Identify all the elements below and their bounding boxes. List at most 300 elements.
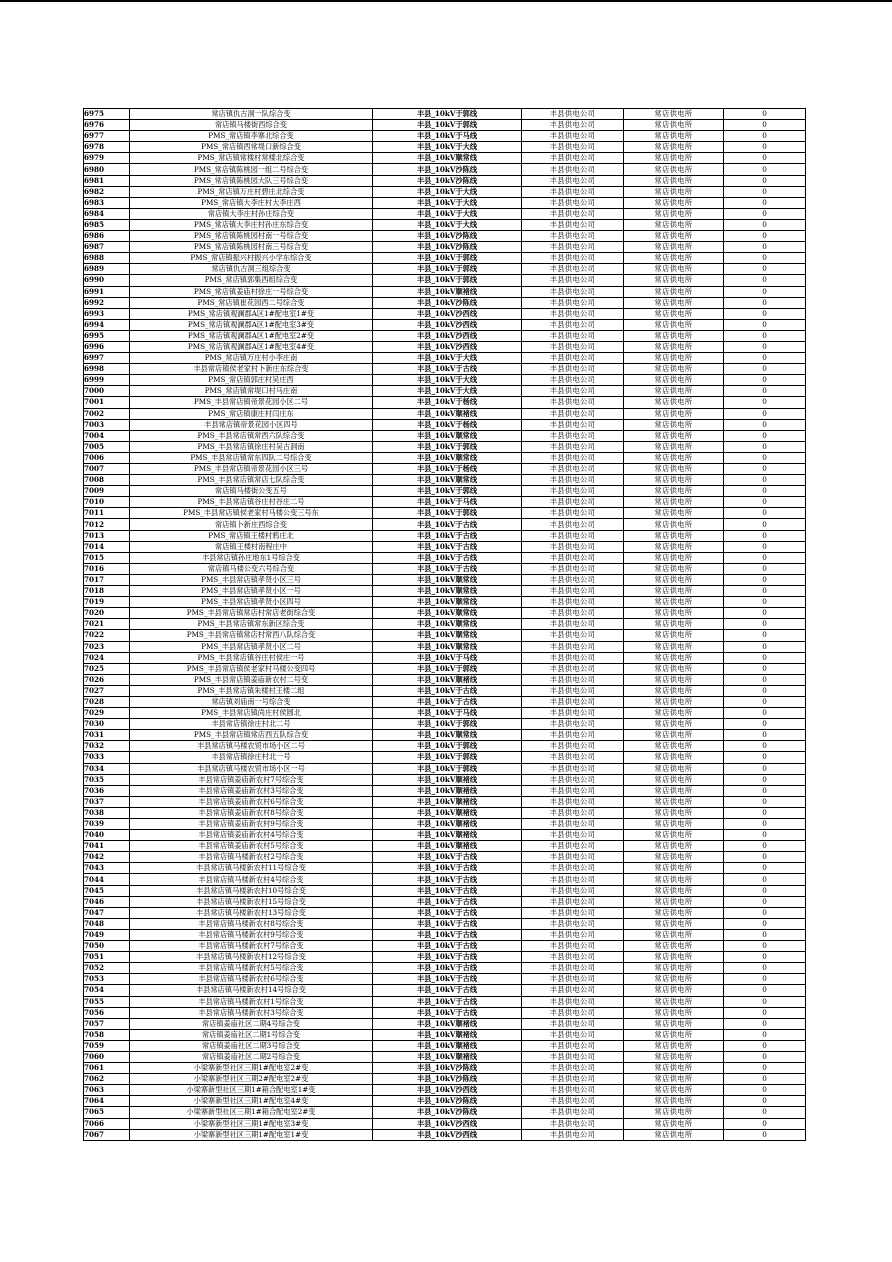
company-cell: 丰县供电公司 xyxy=(522,164,624,175)
transformer-name-cell: PMS_常店镇观澜郡A区1#配电室3#变 xyxy=(130,319,373,330)
company-cell: 丰县供电公司 xyxy=(522,785,624,796)
table-row xyxy=(84,486,806,497)
transformer-name-cell: PMS_常店镇西常堤口新综合变 xyxy=(130,142,373,153)
transformer-name-cell: 丰县常店镇马楼新农村12号综合变 xyxy=(130,952,373,963)
station-cell: 常店供电所 xyxy=(624,841,724,852)
transformer-name-cell: 丰县常店镇马楼新农村15号综合变 xyxy=(130,896,373,907)
value-cell: 0 xyxy=(724,253,806,264)
table-row xyxy=(84,275,806,286)
company-cell: 丰县供电公司 xyxy=(522,674,624,685)
feeder-line-cell: 丰县_10kV于杨线 xyxy=(373,464,522,475)
row-id-cell: 7029 xyxy=(84,708,130,719)
company-cell: 丰县供电公司 xyxy=(522,830,624,841)
value-cell: 0 xyxy=(724,1074,806,1085)
station-cell: 常店供电所 xyxy=(624,985,724,996)
value-cell: 0 xyxy=(724,1029,806,1040)
value-cell: 0 xyxy=(724,541,806,552)
table-row xyxy=(84,708,806,719)
feeder-line-cell: 丰县_10kV于古线 xyxy=(373,541,522,552)
transformer-name-cell: PMS_常店镇李寨北综合变 xyxy=(130,131,373,142)
value-cell: 0 xyxy=(724,696,806,707)
table-row xyxy=(84,419,806,430)
table-row xyxy=(84,1018,806,1029)
transformer-name-cell: 小梁寨新型社区三期1#配电室1#变 xyxy=(130,1129,373,1140)
company-cell: 丰县供电公司 xyxy=(522,264,624,275)
transformer-name-cell: 小梁寨新型社区三期1#配电室2#变 xyxy=(130,1063,373,1074)
row-id-cell: 6995 xyxy=(84,330,130,341)
station-cell: 常店供电所 xyxy=(624,1118,724,1129)
value-cell: 0 xyxy=(724,1118,806,1129)
table-row xyxy=(84,330,806,341)
company-cell: 丰县供电公司 xyxy=(522,219,624,230)
station-cell: 常店供电所 xyxy=(624,763,724,774)
table-row xyxy=(84,763,806,774)
feeder-line-cell: 丰县_10kV于大线 xyxy=(373,197,522,208)
company-cell: 丰县供电公司 xyxy=(522,608,624,619)
feeder-line-cell: 丰县_10kV于古线 xyxy=(373,996,522,1007)
feeder-line-cell: 丰县_10kV沙陈线 xyxy=(373,175,522,186)
feeder-line-cell: 丰县_10kV于大线 xyxy=(373,353,522,364)
table-row xyxy=(84,819,806,830)
feeder-line-cell: 丰县_10kV于大线 xyxy=(373,386,522,397)
value-cell: 0 xyxy=(724,353,806,364)
row-id-cell: 6993 xyxy=(84,308,130,319)
table-row xyxy=(84,253,806,264)
value-cell: 0 xyxy=(724,852,806,863)
feeder-line-cell: 丰县_10kV顺常线 xyxy=(373,597,522,608)
transformer-name-cell: 常店镇马楼街公变五号 xyxy=(130,486,373,497)
value-cell: 0 xyxy=(724,941,806,952)
row-id-cell: 7010 xyxy=(84,497,130,508)
company-cell: 丰县供电公司 xyxy=(522,286,624,297)
station-cell: 常店供电所 xyxy=(624,819,724,830)
transformer-name-cell: 小梁寨新型社区三期1#箱合配电室1#变 xyxy=(130,1085,373,1096)
table-row xyxy=(84,952,806,963)
table-row xyxy=(84,441,806,452)
transformer-name-cell: 丰县常店镇姜庙新农村3号综合变 xyxy=(130,785,373,796)
value-cell: 0 xyxy=(724,508,806,519)
transformer-name-cell: PMS_常店镇郭庄村吴庄西 xyxy=(130,375,373,386)
transformer-name-cell: 小梁寨新型社区三期1#配电室4#变 xyxy=(130,1096,373,1107)
table-row xyxy=(84,963,806,974)
value-cell: 0 xyxy=(724,1018,806,1029)
company-cell: 丰县供电公司 xyxy=(522,907,624,918)
table-row xyxy=(84,974,806,985)
row-id-cell: 7001 xyxy=(84,397,130,408)
value-cell: 0 xyxy=(724,297,806,308)
row-id-cell: 6977 xyxy=(84,131,130,142)
company-cell: 丰县供电公司 xyxy=(522,741,624,752)
company-cell: 丰县供电公司 xyxy=(522,419,624,430)
transformer-name-cell: 常店镇王楼村南程庄中 xyxy=(130,541,373,552)
transformer-name-cell: 丰县常店镇马楼新农村13号综合变 xyxy=(130,907,373,918)
station-cell: 常店供电所 xyxy=(624,186,724,197)
feeder-line-cell: 丰县_10kV沙陈线 xyxy=(373,1096,522,1107)
station-cell: 常店供电所 xyxy=(624,131,724,142)
station-cell: 常店供电所 xyxy=(624,896,724,907)
company-cell: 丰县供电公司 xyxy=(522,353,624,364)
value-cell: 0 xyxy=(724,719,806,730)
table-row xyxy=(84,308,806,319)
table-row xyxy=(84,297,806,308)
transformer-name-cell: PMS_常店镇陈桃园村南三号综合变 xyxy=(130,242,373,253)
transformer-name-cell: 常店镇姜庙社区二期3号综合变 xyxy=(130,1040,373,1051)
feeder-line-cell: 丰县_10kV顺褚线 xyxy=(373,286,522,297)
row-id-cell: 7033 xyxy=(84,752,130,763)
row-id-cell: 6980 xyxy=(84,164,130,175)
feeder-line-cell: 丰县_10kV顺常线 xyxy=(373,153,522,164)
value-cell: 0 xyxy=(724,286,806,297)
station-cell: 常店供电所 xyxy=(624,741,724,752)
station-cell: 常店供电所 xyxy=(624,641,724,652)
feeder-line-cell: 丰县_10kV于古线 xyxy=(373,530,522,541)
company-cell: 丰县供电公司 xyxy=(522,563,624,574)
station-cell: 常店供电所 xyxy=(624,475,724,486)
company-cell: 丰县供电公司 xyxy=(522,497,624,508)
row-id-cell: 7026 xyxy=(84,674,130,685)
row-id-cell: 7052 xyxy=(84,963,130,974)
value-cell: 0 xyxy=(724,630,806,641)
table-row xyxy=(84,941,806,952)
table-row xyxy=(84,874,806,885)
value-cell: 0 xyxy=(724,164,806,175)
feeder-line-cell: 丰县_10kV于古线 xyxy=(373,952,522,963)
row-id-cell: 7065 xyxy=(84,1107,130,1118)
station-cell: 常店供电所 xyxy=(624,663,724,674)
company-cell: 丰县供电公司 xyxy=(522,708,624,719)
table-row xyxy=(84,186,806,197)
value-cell: 0 xyxy=(724,1040,806,1051)
company-cell: 丰县供电公司 xyxy=(522,1063,624,1074)
company-cell: 丰县供电公司 xyxy=(522,774,624,785)
transformer-name-cell: PMS_丰县常店镇孝贤小区二号 xyxy=(130,641,373,652)
table-row xyxy=(84,619,806,630)
row-id-cell: 7034 xyxy=(84,763,130,774)
transformer-name-cell: PMS_丰县常店镇朱楼村王楼二组 xyxy=(130,685,373,696)
company-cell: 丰县供电公司 xyxy=(522,963,624,974)
station-cell: 常店供电所 xyxy=(624,1007,724,1018)
transformer-name-cell: PMS_常店镇常堤口村马庄南 xyxy=(130,386,373,397)
transformer-name-cell: 丰县常店镇马楼新农村6号综合变 xyxy=(130,974,373,985)
company-cell: 丰县供电公司 xyxy=(522,1085,624,1096)
feeder-line-cell: 丰县_10kV顺褚线 xyxy=(373,1018,522,1029)
station-cell: 常店供电所 xyxy=(624,330,724,341)
feeder-line-cell: 丰县_10kV于古线 xyxy=(373,974,522,985)
feeder-line-cell: 丰县_10kV于古线 xyxy=(373,985,522,996)
row-id-cell: 7067 xyxy=(84,1129,130,1140)
company-cell: 丰县供电公司 xyxy=(522,852,624,863)
station-cell: 常店供电所 xyxy=(624,863,724,874)
transformer-name-cell: 常店镇仇古洞一队综合变 xyxy=(130,109,373,120)
company-cell: 丰县供电公司 xyxy=(522,941,624,952)
company-cell: 丰县供电公司 xyxy=(522,142,624,153)
row-id-cell: 6994 xyxy=(84,319,130,330)
station-cell: 常店供电所 xyxy=(624,1085,724,1096)
transformer-name-cell: PMS_常店镇观澜郡A区1#配电室2#变 xyxy=(130,330,373,341)
company-cell: 丰县供电公司 xyxy=(522,1040,624,1051)
table-row xyxy=(84,1085,806,1096)
table-row xyxy=(84,120,806,131)
feeder-line-cell: 丰县_10kV沙西线 xyxy=(373,319,522,330)
table-row xyxy=(84,131,806,142)
table-row xyxy=(84,1007,806,1018)
row-id-cell: 7057 xyxy=(84,1018,130,1029)
value-cell: 0 xyxy=(724,375,806,386)
table-row xyxy=(84,586,806,597)
value-cell: 0 xyxy=(724,441,806,452)
row-id-cell: 7066 xyxy=(84,1118,130,1129)
transformer-name-cell: 小梁寨新型社区三期1#箱合配电室2#变 xyxy=(130,1107,373,1118)
feeder-line-cell: 丰县_10kV顺褚线 xyxy=(373,774,522,785)
transformer-name-cell: 丰县常店镇姜庙新农村8号综合变 xyxy=(130,807,373,818)
transformer-name-cell: 丰县常店镇徐庄村北二号 xyxy=(130,719,373,730)
feeder-line-cell: 丰县_10kV于郭线 xyxy=(373,275,522,286)
feeder-line-cell: 丰县_10kV沙西线 xyxy=(373,1129,522,1140)
value-cell: 0 xyxy=(724,1051,806,1062)
value-cell: 0 xyxy=(724,308,806,319)
company-cell: 丰县供电公司 xyxy=(522,330,624,341)
company-cell: 丰县供电公司 xyxy=(522,1118,624,1129)
feeder-line-cell: 丰县_10kV顺常线 xyxy=(373,619,522,630)
station-cell: 常店供电所 xyxy=(624,952,724,963)
station-cell: 常店供电所 xyxy=(624,1063,724,1074)
company-cell: 丰县供电公司 xyxy=(522,319,624,330)
table-row xyxy=(84,353,806,364)
transformer-name-cell: 丰县常店镇马楼新农村11号综合变 xyxy=(130,863,373,874)
company-cell: 丰县供电公司 xyxy=(522,763,624,774)
value-cell: 0 xyxy=(724,819,806,830)
table-row xyxy=(84,807,806,818)
station-cell: 常店供电所 xyxy=(624,341,724,352)
station-cell: 常店供电所 xyxy=(624,652,724,663)
value-cell: 0 xyxy=(724,641,806,652)
table-row xyxy=(84,918,806,929)
station-cell: 常店供电所 xyxy=(624,752,724,763)
value-cell: 0 xyxy=(724,885,806,896)
station-cell: 常店供电所 xyxy=(624,918,724,929)
feeder-line-cell: 丰县_10kV顺常线 xyxy=(373,452,522,463)
table-row xyxy=(84,597,806,608)
table-row xyxy=(84,674,806,685)
transformer-name-cell: 常店镇刘庙南一号综合变 xyxy=(130,696,373,707)
value-cell: 0 xyxy=(724,763,806,774)
value-cell: 0 xyxy=(724,275,806,286)
company-cell: 丰县供电公司 xyxy=(522,952,624,963)
feeder-line-cell: 丰县_10kV沙陈线 xyxy=(373,242,522,253)
company-cell: 丰县供电公司 xyxy=(522,541,624,552)
station-cell: 常店供电所 xyxy=(624,541,724,552)
feeder-line-cell: 丰县_10kV于古线 xyxy=(373,364,522,375)
table-row xyxy=(84,563,806,574)
value-cell: 0 xyxy=(724,841,806,852)
station-cell: 常店供电所 xyxy=(624,1096,724,1107)
row-id-cell: 6984 xyxy=(84,208,130,219)
row-id-cell: 6998 xyxy=(84,364,130,375)
row-id-cell: 7048 xyxy=(84,918,130,929)
station-cell: 常店供电所 xyxy=(624,929,724,940)
transformer-name-cell: 常店镇姜庙社区二期2号综合变 xyxy=(130,1051,373,1062)
row-id-cell: 7047 xyxy=(84,907,130,918)
table-row xyxy=(84,508,806,519)
station-cell: 常店供电所 xyxy=(624,552,724,563)
company-cell: 丰县供电公司 xyxy=(522,985,624,996)
table-row xyxy=(84,907,806,918)
table-row xyxy=(84,574,806,585)
row-id-cell: 7014 xyxy=(84,541,130,552)
station-cell: 常店供电所 xyxy=(624,297,724,308)
feeder-line-cell: 丰县_10kV于郭线 xyxy=(373,763,522,774)
station-cell: 常店供电所 xyxy=(624,530,724,541)
value-cell: 0 xyxy=(724,663,806,674)
feeder-line-cell: 丰县_10kV沙陈线 xyxy=(373,1107,522,1118)
row-id-cell: 7012 xyxy=(84,519,130,530)
transformer-name-cell: PMS_常店镇观澜郡A区1#配电室4#变 xyxy=(130,341,373,352)
feeder-line-cell: 丰县_10kV于大线 xyxy=(373,186,522,197)
company-cell: 丰县供电公司 xyxy=(522,441,624,452)
station-cell: 常店供电所 xyxy=(624,608,724,619)
feeder-line-cell: 丰县_10kV沙西线 xyxy=(373,341,522,352)
company-cell: 丰县供电公司 xyxy=(522,1007,624,1018)
table-row xyxy=(84,1029,806,1040)
station-cell: 常店供电所 xyxy=(624,1029,724,1040)
transformer-name-cell: PMS_常店镇康庄村闫庄东 xyxy=(130,408,373,419)
transformer-name-cell: PMS_常店镇万庄村小李庄南 xyxy=(130,353,373,364)
row-id-cell: 7044 xyxy=(84,874,130,885)
station-cell: 常店供电所 xyxy=(624,175,724,186)
table-row xyxy=(84,730,806,741)
transformer-name-cell: PMS_丰县常店镇孝贤小区一号 xyxy=(130,586,373,597)
value-cell: 0 xyxy=(724,497,806,508)
row-id-cell: 7021 xyxy=(84,619,130,630)
feeder-line-cell: 丰县_10kV顺常线 xyxy=(373,630,522,641)
table-row xyxy=(84,885,806,896)
transformer-name-cell: PMS_丰县常店镇谷庄村谷庄二号 xyxy=(130,497,373,508)
table-row xyxy=(84,286,806,297)
feeder-line-cell: 丰县_10kV顺褚线 xyxy=(373,807,522,818)
transformer-name-cell: 丰县常店镇马楼新农村14号综合变 xyxy=(130,985,373,996)
transformer-name-cell: 常店镇大李庄村孙庄综合变 xyxy=(130,208,373,219)
value-cell: 0 xyxy=(724,918,806,929)
station-cell: 常店供电所 xyxy=(624,963,724,974)
station-cell: 常店供电所 xyxy=(624,109,724,120)
table-row xyxy=(84,896,806,907)
value-cell: 0 xyxy=(724,475,806,486)
row-id-cell: 6979 xyxy=(84,153,130,164)
company-cell: 丰县供电公司 xyxy=(522,918,624,929)
transformer-name-cell: PMS_丰县常店镇侯老家村马楼公变三号东 xyxy=(130,508,373,519)
value-cell: 0 xyxy=(724,929,806,940)
row-id-cell: 7015 xyxy=(84,552,130,563)
value-cell: 0 xyxy=(724,197,806,208)
transformer-name-cell: PMS_常店镇郭集西组综合变 xyxy=(130,275,373,286)
company-cell: 丰县供电公司 xyxy=(522,885,624,896)
transformer-name-cell: PMS_常店镇陈桃园村南一号综合变 xyxy=(130,231,373,242)
table-row xyxy=(84,929,806,940)
row-id-cell: 6996 xyxy=(84,341,130,352)
transformer-name-cell: PMS_丰县常店镇帝景花园小区二号 xyxy=(130,397,373,408)
row-id-cell: 7043 xyxy=(84,863,130,874)
row-id-cell: 7042 xyxy=(84,852,130,863)
company-cell: 丰县供电公司 xyxy=(522,519,624,530)
page-top-rule xyxy=(0,0,892,2)
feeder-line-cell: 丰县_10kV于古线 xyxy=(373,918,522,929)
table-row xyxy=(84,464,806,475)
company-cell: 丰县供电公司 xyxy=(522,475,624,486)
transformer-name-cell: 丰县常店镇马楼新农村5号综合变 xyxy=(130,963,373,974)
station-cell: 常店供电所 xyxy=(624,419,724,430)
feeder-line-cell: 丰县_10kV于古线 xyxy=(373,907,522,918)
table-row xyxy=(84,608,806,619)
value-cell: 0 xyxy=(724,219,806,230)
station-cell: 常店供电所 xyxy=(624,907,724,918)
transformer-name-cell: 常店镇仇古洞三组综合变 xyxy=(130,264,373,275)
row-id-cell: 6989 xyxy=(84,264,130,275)
table-row xyxy=(84,785,806,796)
row-id-cell: 6976 xyxy=(84,120,130,131)
value-cell: 0 xyxy=(724,685,806,696)
company-cell: 丰县供电公司 xyxy=(522,464,624,475)
transformer-name-cell: PMS_丰县常店镇帝景花园小区三号 xyxy=(130,464,373,475)
transformer-name-cell: PMS_丰县常店镇尚庄村侯圆北 xyxy=(130,708,373,719)
row-id-cell: 7018 xyxy=(84,586,130,597)
transformer-name-cell: 小梁寨新型社区三期1#配电室3#变 xyxy=(130,1118,373,1129)
row-id-cell: 7062 xyxy=(84,1074,130,1085)
value-cell: 0 xyxy=(724,896,806,907)
company-cell: 丰县供电公司 xyxy=(522,375,624,386)
transformer-name-cell: PMS_常店镇观澜郡A区1#配电室1#变 xyxy=(130,308,373,319)
company-cell: 丰县供电公司 xyxy=(522,186,624,197)
row-id-cell: 6997 xyxy=(84,353,130,364)
company-cell: 丰县供电公司 xyxy=(522,696,624,707)
row-id-cell: 7027 xyxy=(84,685,130,696)
row-id-cell: 7064 xyxy=(84,1096,130,1107)
transformer-name-cell: PMS_丰县常店镇姜庙新农村二号变 xyxy=(130,674,373,685)
feeder-line-cell: 丰县_10kV顺褚线 xyxy=(373,1051,522,1062)
feeder-line-cell: 丰县_10kV于郭线 xyxy=(373,441,522,452)
transformer-name-cell: PMS_常店镇陈桃园大队三号综合变 xyxy=(130,175,373,186)
feeder-line-cell: 丰县_10kV沙西线 xyxy=(373,1118,522,1129)
value-cell: 0 xyxy=(724,408,806,419)
feeder-line-cell: 丰县_10kV顺褚线 xyxy=(373,841,522,852)
company-cell: 丰县供电公司 xyxy=(522,630,624,641)
row-id-cell: 7009 xyxy=(84,486,130,497)
company-cell: 丰县供电公司 xyxy=(522,1018,624,1029)
value-cell: 0 xyxy=(724,785,806,796)
row-id-cell: 7003 xyxy=(84,419,130,430)
table-body xyxy=(84,109,806,1141)
company-cell: 丰县供电公司 xyxy=(522,685,624,696)
station-cell: 常店供电所 xyxy=(624,807,724,818)
transformer-name-cell: 常店镇马楼公变六号综合变 xyxy=(130,563,373,574)
station-cell: 常店供电所 xyxy=(624,719,724,730)
table-row xyxy=(84,386,806,397)
row-id-cell: 7056 xyxy=(84,1007,130,1018)
station-cell: 常店供电所 xyxy=(624,364,724,375)
value-cell: 0 xyxy=(724,397,806,408)
station-cell: 常店供电所 xyxy=(624,231,724,242)
transformer-name-cell: 丰县常店镇姜庙新农村7号综合变 xyxy=(130,774,373,785)
row-id-cell: 7030 xyxy=(84,719,130,730)
value-cell: 0 xyxy=(724,1107,806,1118)
row-id-cell: 7046 xyxy=(84,896,130,907)
company-cell: 丰县供电公司 xyxy=(522,452,624,463)
table-row xyxy=(84,841,806,852)
feeder-line-cell: 丰县_10kV于古线 xyxy=(373,874,522,885)
transformer-name-cell: PMS_常店镇崔花园西二号综合变 xyxy=(130,297,373,308)
company-cell: 丰县供电公司 xyxy=(522,508,624,519)
value-cell: 0 xyxy=(724,109,806,120)
transformer-name-cell: 丰县常店镇马楼新农村2号综合变 xyxy=(130,852,373,863)
